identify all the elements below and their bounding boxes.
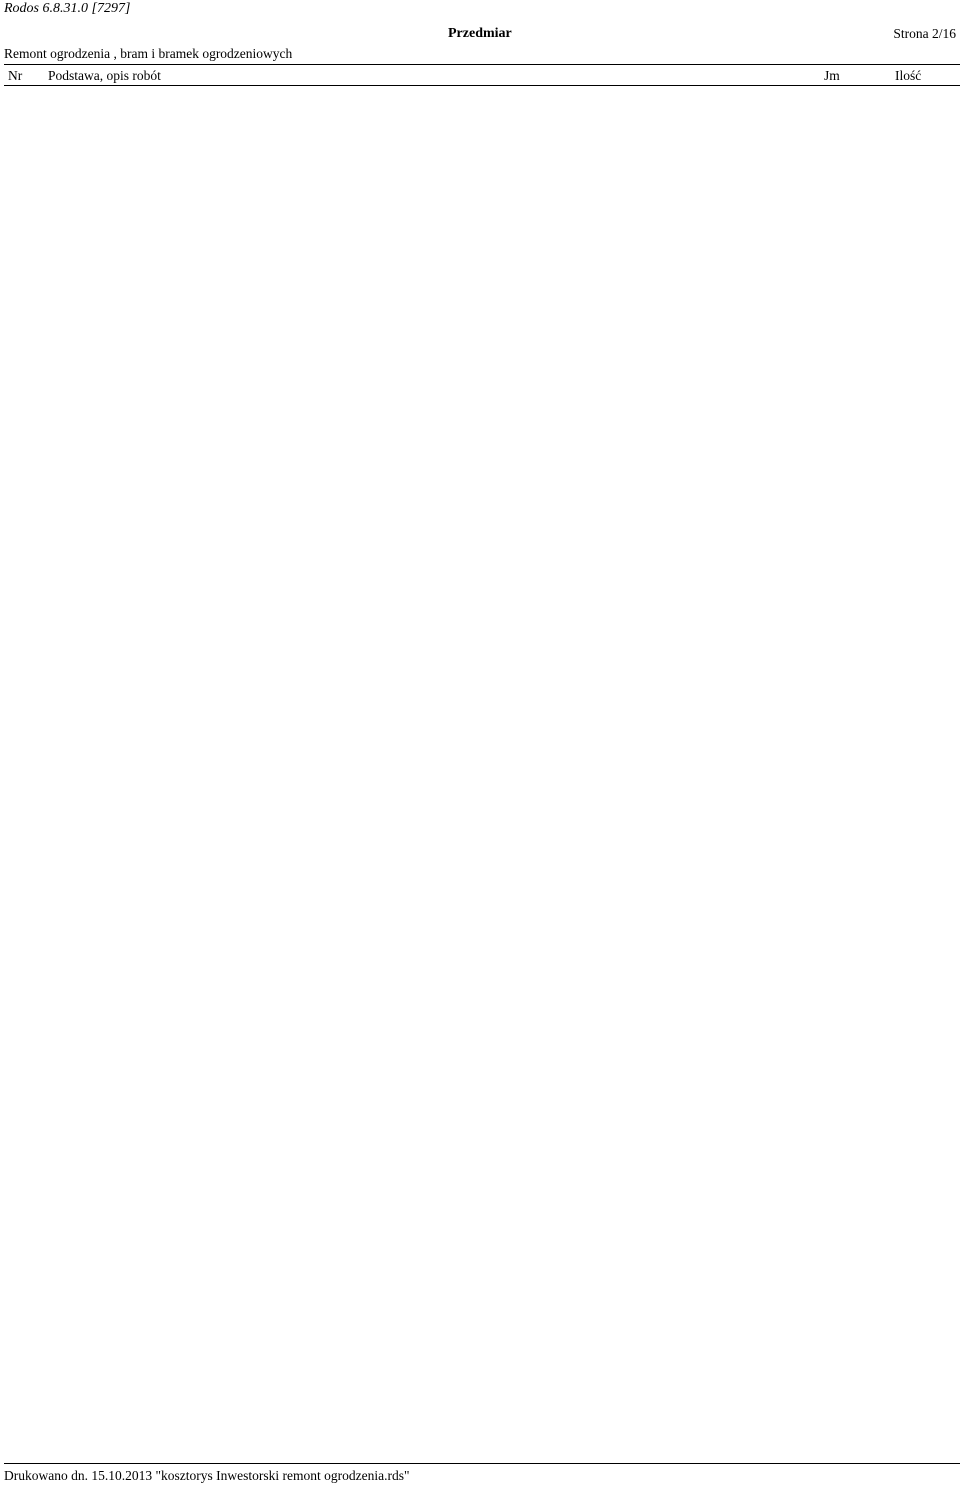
column-header-nr: Nr bbox=[8, 68, 23, 83]
header-bottom-rule bbox=[4, 85, 960, 86]
column-header-description: Podstawa, opis robót bbox=[48, 68, 161, 83]
column-header-unit: Jm bbox=[824, 68, 840, 83]
doc-title: Przedmiar bbox=[448, 26, 512, 41]
app-title: Rodos 6.8.31.0 [7297] bbox=[4, 1, 131, 16]
document-subtitle: Remont ogrodzenia , bram i bramek ogrodzeniowych bbox=[4, 46, 293, 61]
print-footer: Drukowano dn. 15.10.2013 "kosztorys Inwestorski remont ogrodzenia.rds" bbox=[4, 1468, 410, 1483]
page-number: Strona 2/16 bbox=[893, 26, 956, 41]
footer-rule bbox=[4, 1463, 960, 1464]
header-top-rule bbox=[4, 64, 960, 65]
column-header-quantity: Ilość bbox=[895, 68, 922, 83]
